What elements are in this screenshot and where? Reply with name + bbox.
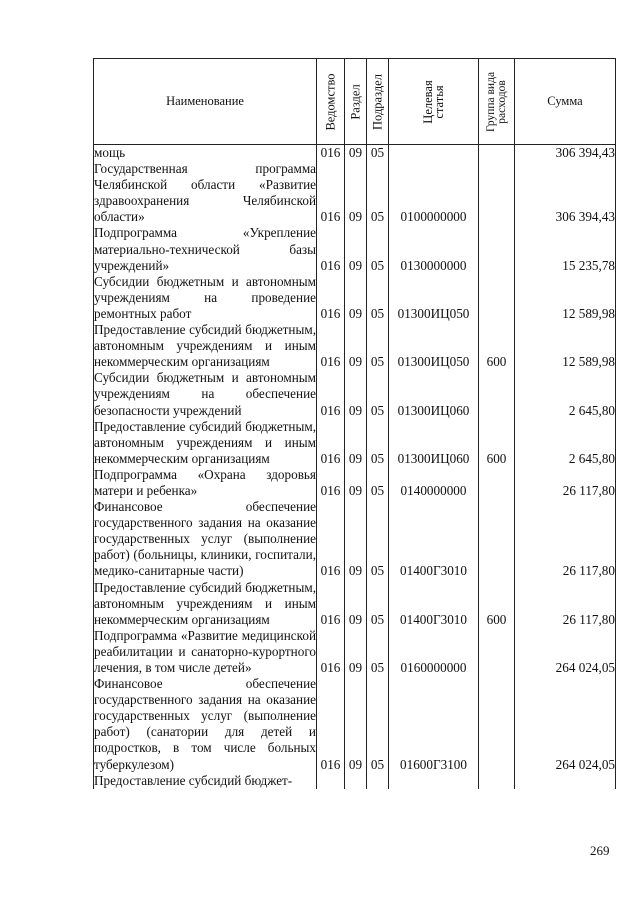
cell-sum: 15 235,78: [515, 225, 616, 273]
cell-razdel: [345, 773, 367, 789]
cell-group: [479, 628, 515, 676]
cell-razdel: 09: [345, 419, 367, 467]
budget-table: [93, 58, 616, 789]
table-row: [94, 322, 616, 370]
cell-razdel: 09: [345, 499, 367, 579]
cell-podrazdel: 05: [367, 676, 389, 773]
cell-razdel: 09: [345, 370, 367, 418]
cell-podrazdel: 05: [367, 580, 389, 628]
cell-target: [389, 773, 479, 789]
cell-sum: 12 589,98: [515, 274, 616, 322]
table-row: [94, 676, 616, 773]
cell-sum: 12 589,98: [515, 322, 616, 370]
cell-name: Предоставление субсидий бюджетным, автономным учреждениям и иным некоммерческим организациям: [94, 322, 316, 370]
cell-target: 01400Г3010: [389, 499, 479, 579]
cell-sum: 26 117,80: [515, 580, 616, 628]
cell-sum: 264 024,05: [515, 676, 616, 773]
cell-name: Финансовое обеспечение государственного задания на оказание государственных услуг (выполнение работ) (больницы, клиники, госпитали, медико-санитарные части): [94, 499, 316, 579]
cell-razdel: 09: [345, 676, 367, 773]
cell-name: Подпрограмма «Охрана здоровья матери и ребенка»: [94, 466, 316, 498]
header-podrazdel: Подраздел: [367, 59, 389, 145]
cell-vedomstvo: 016: [317, 467, 345, 499]
cell-podrazdel: 05: [367, 628, 389, 676]
cell-group: 600: [479, 419, 515, 467]
cell-name: Предоставление субсидий бюджет-: [94, 773, 317, 789]
table-row: [94, 467, 616, 499]
cell-name: Финансовое обеспечение государственного задания на оказание государственных услуг (выполнение работ) (санатории для детей и подростков, в том числе больных туберкулезом): [94, 676, 316, 772]
cell-vedomstvo: 016: [317, 274, 345, 322]
table-row: [94, 499, 616, 579]
cell-target: 01300ИЦ050: [389, 274, 479, 322]
cell-vedomstvo: 016: [317, 145, 345, 162]
cell-sum: 306 394,43: [515, 145, 616, 162]
table-row: [94, 419, 616, 467]
cell-podrazdel: 05: [367, 499, 389, 579]
cell-vedomstvo: 016: [317, 322, 345, 370]
cell-target: [389, 145, 479, 162]
cell-podrazdel: 05: [367, 274, 389, 322]
cell-group: [479, 161, 515, 225]
header-razdel: Раздел: [345, 59, 367, 145]
table-row: [94, 145, 616, 162]
cell-group: [479, 467, 515, 499]
table-header-row: [94, 59, 616, 145]
cell-razdel: 09: [345, 161, 367, 225]
cell-target: 01600Г3100: [389, 676, 479, 773]
cell-group: [479, 370, 515, 418]
header-expense-group: Группа вида расходов: [479, 59, 515, 145]
cell-razdel: 09: [345, 322, 367, 370]
cell-sum: [515, 773, 616, 789]
header-sum: Сумма: [515, 59, 616, 145]
cell-sum: 306 394,43: [515, 161, 616, 225]
cell-name: Субсидии бюджетным и автономным учреждениям на обеспечение безопасности учреждений: [94, 370, 316, 418]
cell-podrazdel: 05: [367, 322, 389, 370]
cell-name: Предоставление субсидий бюджетным, автономным учреждениям и иным некоммерческим организациям: [94, 579, 316, 627]
header-vedomstvo: Ведомство: [317, 59, 345, 145]
cell-vedomstvo: 016: [317, 676, 345, 773]
table-row: [94, 580, 616, 628]
cell-target: 0140000000: [389, 467, 479, 499]
cell-group: [479, 499, 515, 579]
cell-name: Подпрограмма «Укрепление материально-технической базы учреждений»: [94, 225, 316, 273]
cell-vedomstvo: 016: [317, 225, 345, 273]
cell-podrazdel: 05: [367, 370, 389, 418]
cell-name: мощь: [94, 145, 317, 162]
cell-target: 0160000000: [389, 628, 479, 676]
table-row: [94, 773, 616, 789]
cell-name: Подпрограмма «Развитие медицинской реабилитации и санаторно-курортного лечения, в том числе детей»: [94, 627, 316, 675]
cell-group: 600: [479, 580, 515, 628]
page-number: 269: [590, 843, 610, 858]
cell-group: [479, 773, 515, 789]
cell-sum: 2 645,80: [515, 419, 616, 467]
cell-group: [479, 145, 515, 162]
cell-name: Государственная программа Челябинской области «Развитие здравоохранения Челябинской области»: [94, 161, 316, 225]
cell-razdel: 09: [345, 580, 367, 628]
table-row: [94, 225, 616, 273]
cell-target: 01300ИЦ060: [389, 370, 479, 418]
cell-razdel: 09: [345, 145, 367, 162]
cell-target: 0100000000: [389, 161, 479, 225]
cell-razdel: 09: [345, 467, 367, 499]
cell-group: [479, 225, 515, 273]
cell-podrazdel: 05: [367, 161, 389, 225]
cell-sum: 26 117,80: [515, 467, 616, 499]
table-row: [94, 370, 616, 418]
cell-target: 0130000000: [389, 225, 479, 273]
cell-podrazdel: [367, 773, 389, 789]
cell-vedomstvo: 016: [317, 628, 345, 676]
cell-sum: 26 117,80: [515, 499, 616, 579]
cell-vedomstvo: 016: [317, 580, 345, 628]
cell-target: 01400Г3010: [389, 580, 479, 628]
cell-vedomstvo: [317, 773, 345, 789]
table-row: [94, 161, 616, 225]
cell-name: Субсидии бюджетным и автономным учреждениям на проведение ремонтных работ: [94, 273, 316, 321]
cell-group: 600: [479, 322, 515, 370]
cell-target: 01300ИЦ050: [389, 322, 479, 370]
cell-razdel: 09: [345, 628, 367, 676]
cell-razdel: 09: [345, 225, 367, 273]
table-row: [94, 274, 616, 322]
cell-razdel: 09: [345, 274, 367, 322]
cell-group: [479, 274, 515, 322]
cell-name: Предоставление субсидий бюджетным, автономным учреждениям и иным некоммерческим организациям: [94, 418, 316, 466]
cell-podrazdel: 05: [367, 467, 389, 499]
cell-target: 01300ИЦ060: [389, 419, 479, 467]
cell-group: [479, 676, 515, 773]
cell-vedomstvo: 016: [317, 499, 345, 579]
cell-sum: 2 645,80: [515, 370, 616, 418]
cell-vedomstvo: 016: [317, 419, 345, 467]
cell-podrazdel: 05: [367, 225, 389, 273]
cell-podrazdel: 05: [367, 419, 389, 467]
table-row: [94, 628, 616, 676]
header-name: Наименование: [94, 59, 317, 145]
cell-sum: 264 024,05: [515, 628, 616, 676]
cell-vedomstvo: 016: [317, 370, 345, 418]
header-target-article: Целевая статья: [389, 59, 479, 145]
cell-podrazdel: 05: [367, 145, 389, 162]
cell-vedomstvo: 016: [317, 161, 345, 225]
